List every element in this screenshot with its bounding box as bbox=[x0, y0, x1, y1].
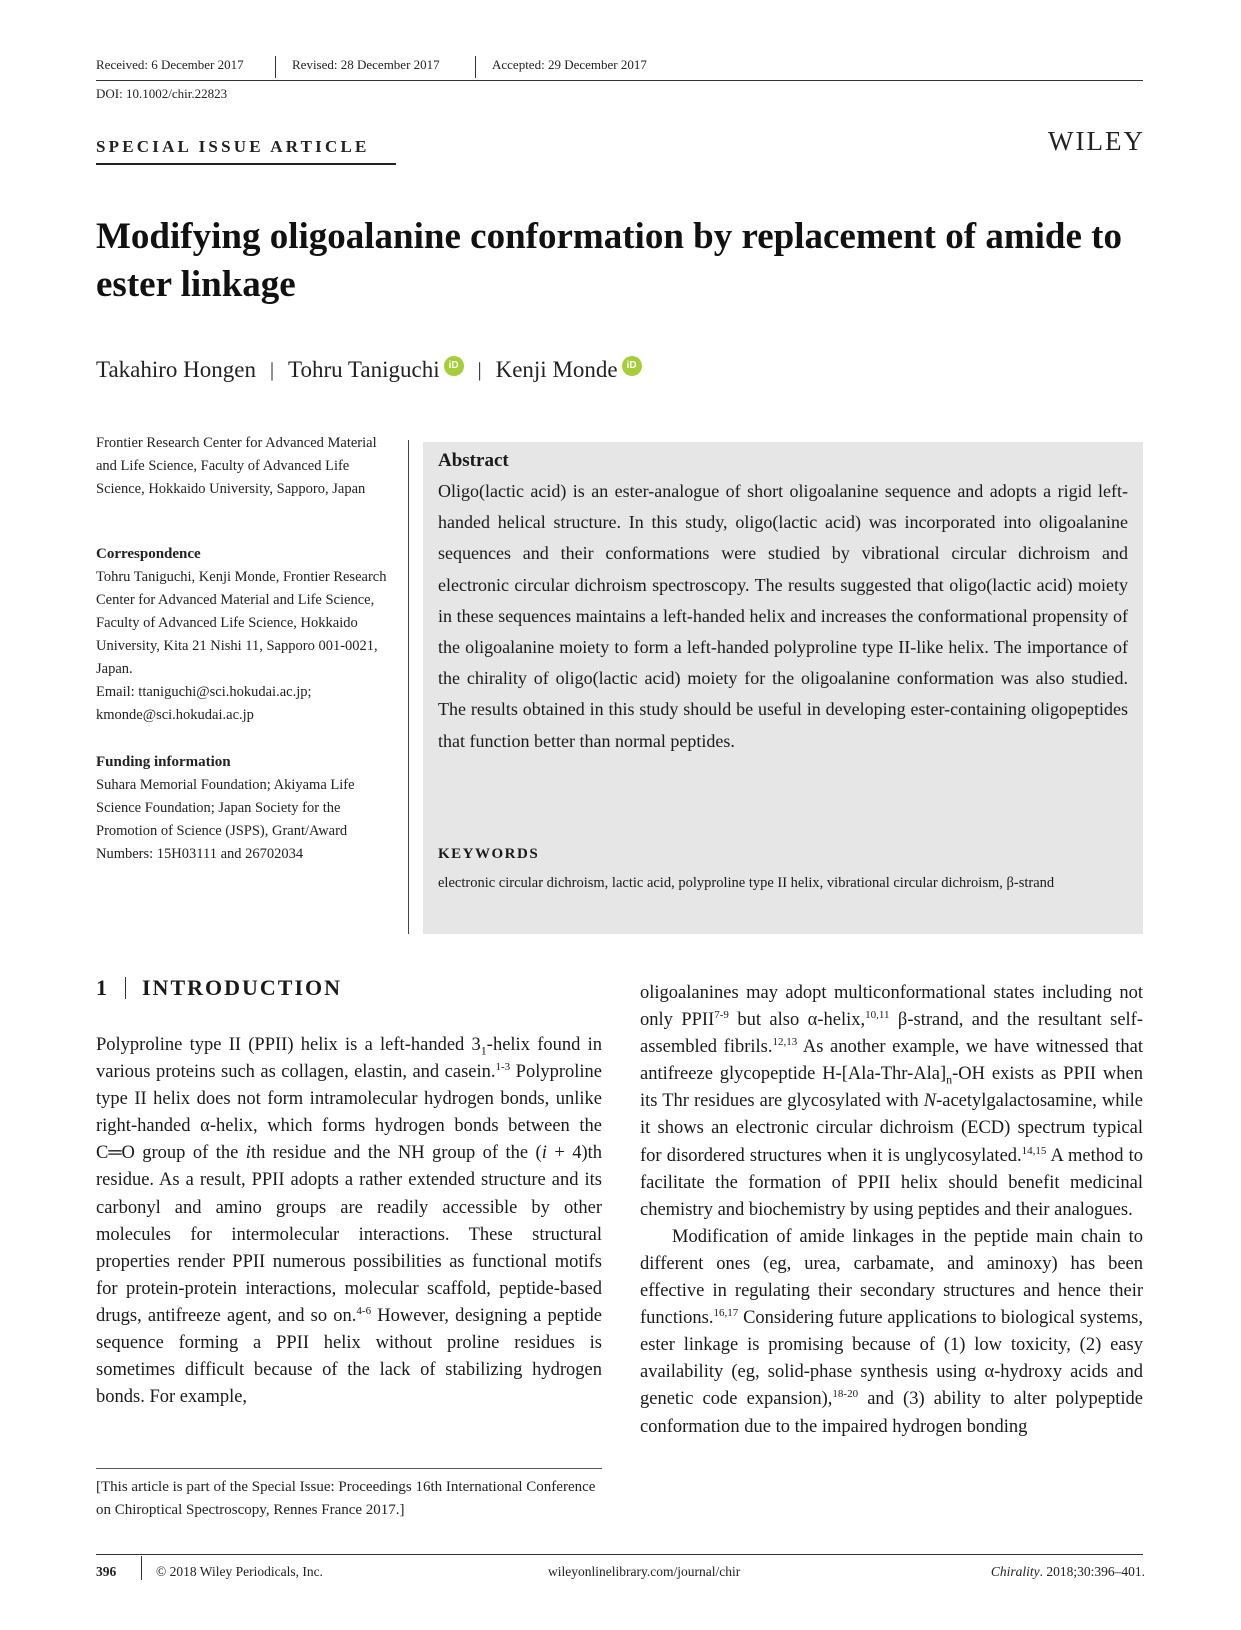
citation-ref[interactable]: 12,13 bbox=[772, 1036, 798, 1049]
citation-ref[interactable]: 4-6 bbox=[356, 1304, 372, 1317]
footer-separator bbox=[141, 1556, 142, 1580]
funding-heading: Funding information bbox=[96, 754, 231, 770]
orcid-icon[interactable]: iD bbox=[622, 356, 642, 376]
article-title: Modifying oligoalanine conformation by replacement of amide to ester linkage bbox=[96, 216, 1122, 305]
author-separator: | bbox=[269, 358, 274, 381]
paragraph: oligoalanines may adopt multiconformational states including not only PPII$^{7-9}$ but also α-helix,$^{10,11}$ β-strand, and the resultant self-assembled fibrils.$^{12,13}$ As another example, we have witnessed that antifreeze glycopeptide $H-[Ala-Thr-Ala]_n-OH$ exists as PPII when its Thr residues are glycosylated with N-acetylgalactosamine, while it shows an electronic circular dichroism (ECD) spectrum typical for disordered structures when it is unglycosylated.$^{14,15}$ A method to facilitate the formation of PPII helix should benefit medicinal chemistry and biochemistry by using peptides and their analogues. bbox=[640, 983, 1143, 1220]
affiliation-text: Frontier Research Center for Advanced Material and Life Science, Faculty of Advanced Life Science, Hokkaido University, Sapporo, Japan bbox=[96, 435, 377, 497]
journal-url[interactable]: wileyonlinelibrary.com/journal/chir bbox=[548, 1564, 741, 1579]
citation-info bbox=[991, 1564, 1145, 1580]
footer-rule bbox=[96, 1554, 1143, 1555]
footnote-rule bbox=[96, 1468, 602, 1469]
affiliation bbox=[96, 432, 396, 501]
citation-ref[interactable]: 1-3 bbox=[495, 1060, 511, 1073]
funding-text: Suhara Memorial Foundation; Akiyama Life Science Foundation; Japan Society for the Promotion of Science (JSPS), Grant/Award Numbers: 15H03111 and 26702034 bbox=[96, 777, 355, 862]
author-list bbox=[96, 357, 642, 383]
article-type: SPECIAL ISSUE ARTICLE bbox=[96, 137, 370, 156]
author-name[interactable]: Takahiro Hongen bbox=[96, 357, 256, 382]
header-separator bbox=[475, 56, 476, 78]
email-link[interactable]: kmonde@sci.hokudai.ac.jp bbox=[96, 707, 254, 723]
correspondence-text: Tohru Taniguchi, Kenji Monde, Frontier Research Center for Advanced Material and Life Science, Faculty of Advanced Life Science, Hokkaido University, Kita 21 Nishi 11, Sapporo 001-0021, Japan. bbox=[96, 569, 387, 677]
author-name[interactable]: Kenji Monde bbox=[495, 357, 618, 382]
page-number: 396 bbox=[96, 1564, 117, 1579]
doi[interactable]: DOI: 10.1002/chir.22823 bbox=[96, 86, 228, 101]
citation-details: . 2018;30:396–401. bbox=[1039, 1564, 1145, 1579]
funding bbox=[96, 751, 396, 866]
correspondence-heading: Correspondence bbox=[96, 546, 201, 562]
paragraph: Modification of amide linkages in the peptide main chain to different ones (eg, urea, carbamate, and aminoxy) has been effective in regulating their secondary structures and hence their functions.$^{16,17}$ Considering future applications to biological systems, ester linkage is promising because of (1) low toxicity, (2) easy availability (eg, solid-phase synthesis using α-hydroxy acids and genetic code expansion),$^{18-20}$ and (3) ability to alter polypeptide conformation due to the impaired hydrogen bonding bbox=[640, 1226, 1143, 1437]
section-separator bbox=[125, 977, 126, 999]
abstract-divider bbox=[408, 440, 409, 934]
body-column-right bbox=[640, 980, 1143, 1441]
email-link[interactable]: ttaniguchi@sci.hokudai.ac.jp; bbox=[138, 684, 312, 700]
footnote: [This article is part of the Special Issue: Proceedings 16th International Conference on Chiroptical Spectroscopy, Rennes France 2017.] bbox=[96, 1479, 596, 1518]
journal-name: Chirality bbox=[990, 1564, 1040, 1579]
section-heading bbox=[96, 975, 342, 1001]
keywords-heading: KEYWORDS bbox=[438, 846, 540, 862]
publisher-logo: WILEY bbox=[1048, 126, 1145, 156]
citation-ref[interactable]: 14,15 bbox=[1021, 1144, 1047, 1157]
correspondence bbox=[96, 543, 396, 727]
copyright: © 2018 Wiley Periodicals, Inc. bbox=[156, 1564, 323, 1579]
body-column-left bbox=[96, 1032, 602, 1411]
paragraph: Polyproline type II (PPII) helix is a left-handed $3_1$-helix found in various proteins such as collagen, elastin, and casein.$^{1-3}$ Polyproline type II helix does not form intramolecular hydrogen bonds, unlike right-handed α-helix, which forms hydrogen bonds between the C═O group of the ith residue and the NH group of the (i + 4)th residue. As a result, PPII adopts a rather extended structure and its carbonyl and amino groups are readily accessible by other molecules for intermolecular interactions. These structural properties render PPII numerous possibilities as functional motifs for protein-protein interactions, molecular scaffold, peptide-based drugs, antifreeze agent, and so on.$^{4-6}$ However, designing a peptide sequence forming a PPII helix without proline residues is sometimes difficult because of the lack of stabilizing hydrogen bonds. For example, bbox=[96, 1035, 603, 1408]
citation-ref[interactable]: 18-20 bbox=[832, 1388, 859, 1401]
citation-ref[interactable]: 7-9 bbox=[714, 1008, 729, 1021]
email-label: Email: bbox=[96, 684, 139, 700]
orcid-icon[interactable]: iD bbox=[444, 356, 464, 376]
keywords-text: electronic circular dichroism, lactic acid, polyproline type II helix, vibrational circular dichroism, β-strand bbox=[438, 875, 1055, 891]
citation-ref[interactable]: 16,17 bbox=[713, 1306, 739, 1319]
header-rule bbox=[96, 80, 1143, 81]
revised-date: Revised: 28 December 2017 bbox=[292, 57, 440, 72]
header-separator bbox=[275, 56, 276, 78]
author-name[interactable]: Tohru Taniguchi bbox=[288, 357, 440, 382]
article-type-underline bbox=[96, 163, 396, 165]
citation-ref[interactable]: 10,11 bbox=[865, 1008, 890, 1021]
abstract-heading: Abstract bbox=[438, 450, 509, 471]
section-title: INTRODUCTION bbox=[142, 975, 343, 1000]
abstract-text: Oligo(lactic acid) is an ester-analogue of short oligoalanine sequence and adopts a rigid left-handed helical structure. In this study, oligo(lactic acid) was incorporated into oligoalanine sequences and their conformations were studied by vibrational circular dichroism and electronic circular dichroism spectroscopy. The results suggested that oligo(lactic acid) moiety in these sequences maintains a left-handed helix and increases the conformational propensity of the oligoalanine moiety to form a left-handed polyproline type II-like helix. The importance of the chirality of oligo(lactic acid) moiety for the oligoalanine conformation was also studied. The results obtained in this study should be useful in developing ester-containing oligopeptides that function better than normal peptides. bbox=[438, 481, 1128, 751]
author-separator: | bbox=[477, 358, 482, 381]
received-date: Received: 6 December 2017 bbox=[96, 57, 244, 72]
accepted-date: Accepted: 29 December 2017 bbox=[492, 57, 647, 72]
section-number: 1 bbox=[96, 975, 109, 1000]
